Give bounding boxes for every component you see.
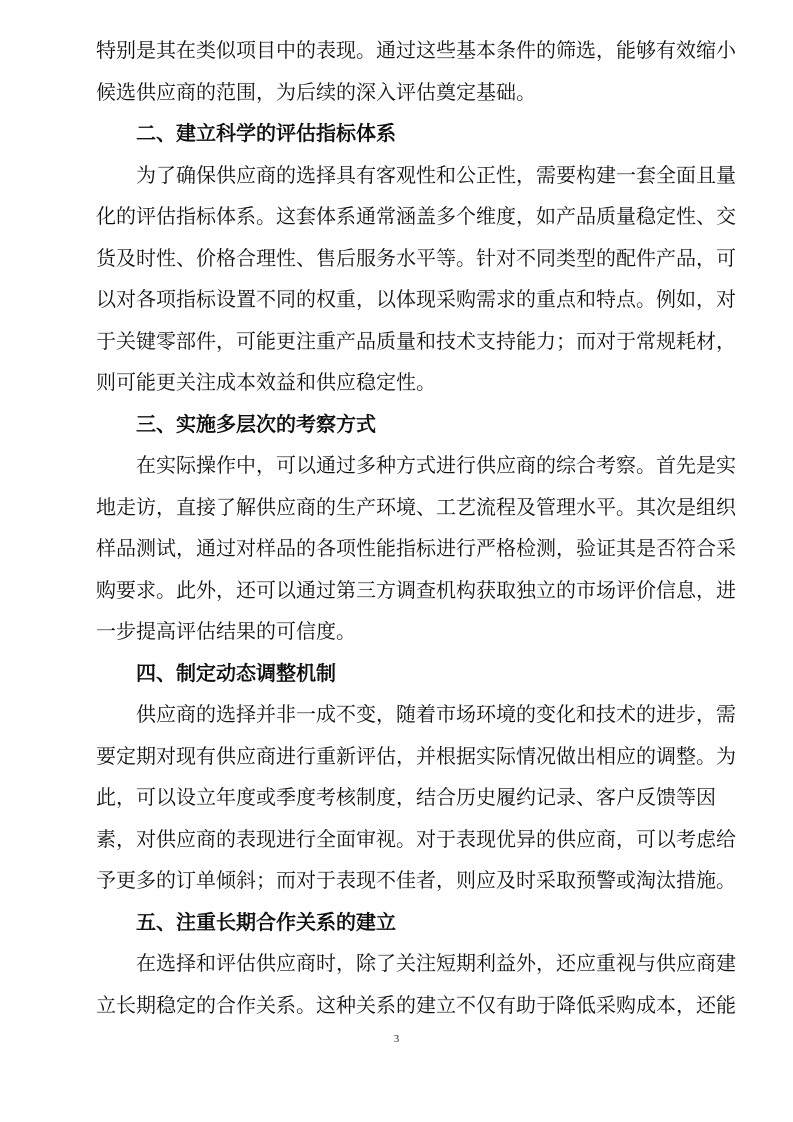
- text-line: 地走访，直接了解供应商的生产环境、工艺流程及管理水平。其次是组织: [96, 494, 736, 519]
- section-heading-3: 三、实施多层次的考察方式: [136, 411, 376, 436]
- text-line: 要定期对现有供应商进行重新评估，并根据实际情况做出相应的调整。为: [96, 743, 736, 768]
- paragraph-section-3: [96, 445, 736, 653]
- text-line: 立长期稳定的合作关系。这种关系的建立不仅有助于降低采购成本，还能: [96, 992, 736, 1017]
- text-line: 化的评估指标体系。这套体系通常涵盖多个维度，如产品质量稳定性、交: [96, 204, 736, 228]
- text-line: 予更多的订单倾斜；而对于表现不佳者，则应及时采取预警或淘汰措施。: [96, 868, 736, 892]
- text-line: 购要求。此外，还可以通过第三方调查机构获取独立的市场评价信息，进: [96, 577, 736, 602]
- text-line: 样品测试，通过对样品的各项性能指标进行严格检测，验证其是否符合采: [96, 536, 736, 560]
- text-line: 货及时性、价格合理性、售后服务水平等。针对不同类型的配件产品，可: [96, 245, 736, 270]
- text-line: 候选供应商的范围，为后续的深入评估奠定基础。: [96, 79, 536, 104]
- text-line: 一步提高评估结果的可信度。: [96, 619, 356, 643]
- paragraph-section-2: [96, 155, 736, 404]
- text-line: 特别是其在类似项目中的表现。通过这些基本条件的筛选，能够有效缩小: [96, 38, 736, 62]
- section-heading-5: 五、注重长期合作关系的建立: [136, 909, 396, 934]
- text-line: 以对各项指标设置不同的权重，以体现采购需求的重点和特点。例如，对: [96, 287, 736, 311]
- section-heading-2: 二、建立科学的评估指标体系: [136, 121, 396, 145]
- text-line: 此，可以设立年度或季度考核制度，结合历史履约记录、客户反馈等因: [96, 785, 716, 809]
- text-line: 供应商的选择并非一成不变，随着市场环境的变化和技术的进步，需: [136, 702, 736, 726]
- paragraph-section-5: [96, 943, 736, 1026]
- text-line: 在选择和评估供应商时，除了关注短期利益外，还应重视与供应商建: [136, 951, 736, 975]
- section-heading-4: 四、制定动态调整机制: [136, 660, 336, 685]
- page-number: 3: [393, 1033, 400, 1045]
- paragraph-section-4: [96, 694, 736, 902]
- text-line: 于关键零部件，可能更注重产品质量和技术支持能力；而对于常规耗材，: [96, 328, 736, 353]
- text-line: 则可能更关注成本效益和供应稳定性。: [96, 370, 436, 394]
- text-line: 素，对供应商的表现进行全面审视。对于表现优异的供应商，可以考虑给: [96, 826, 736, 851]
- document-page: [96, 30, 736, 1026]
- text-line: 在实际操作中，可以通过多种方式进行供应商的综合考察。首先是实: [136, 453, 736, 477]
- paragraph-continuation: [96, 30, 736, 113]
- text-line: 为了确保供应商的选择具有客观性和公正性，需要构建一套全面且量: [136, 162, 736, 187]
